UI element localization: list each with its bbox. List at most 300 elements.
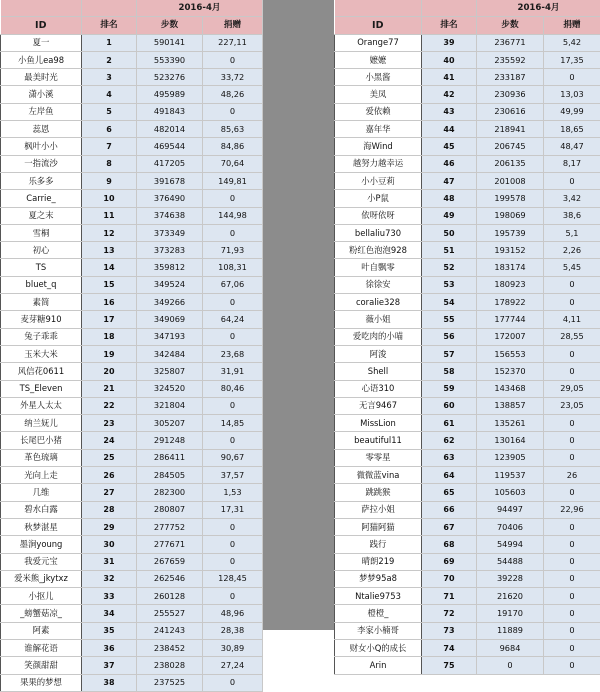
table-row <box>1 121 263 138</box>
cell-rank: 29 <box>82 518 137 535</box>
header-blank <box>422 0 477 17</box>
cell-rank: 16 <box>82 294 137 311</box>
cell-id: 蕊恩 <box>1 121 82 138</box>
cell-rank: 56 <box>422 328 477 345</box>
table-row <box>335 553 600 570</box>
cell-steps: 391678 <box>137 172 203 189</box>
cell-steps: 195739 <box>477 224 544 241</box>
cell-donate: 0 <box>203 224 263 241</box>
cell-rank: 28 <box>82 501 137 518</box>
table-row <box>1 345 263 362</box>
cell-rank: 12 <box>82 224 137 241</box>
cell-rank: 71 <box>422 588 477 605</box>
table-row <box>335 363 600 380</box>
cell-steps: 236771 <box>477 34 544 51</box>
cell-steps: 237525 <box>137 674 203 691</box>
cell-id: 粉红色泡泡928 <box>335 242 422 259</box>
cell-steps: 491843 <box>137 103 203 120</box>
cell-rank: 73 <box>422 622 477 639</box>
header-blank <box>82 0 137 17</box>
cell-steps: 349266 <box>137 294 203 311</box>
table-row <box>1 259 263 276</box>
cell-id: 跳跳猴 <box>335 484 422 501</box>
cell-donate: 0 <box>544 605 600 622</box>
cell-id: 心语310 <box>335 380 422 397</box>
cell-id: 徐徐安 <box>335 276 422 293</box>
cell-id: 小抠儿 <box>1 588 82 605</box>
table-row <box>1 69 263 86</box>
table-row <box>1 501 263 518</box>
cell-id: 革色琉璃 <box>1 449 82 466</box>
cell-id: 小P鼠 <box>335 190 422 207</box>
cell-rank: 4 <box>82 86 137 103</box>
cell-steps: 291248 <box>137 432 203 449</box>
cell-rank: 20 <box>82 363 137 380</box>
cell-donate: 0 <box>203 588 263 605</box>
cell-steps: 177744 <box>477 311 544 328</box>
cell-donate: 64,24 <box>203 311 263 328</box>
table-row <box>1 207 263 224</box>
cell-rank: 54 <box>422 294 477 311</box>
cell-id: 初心 <box>1 242 82 259</box>
header-rank: 排名 <box>82 17 137 34</box>
cell-donate: 0 <box>544 449 600 466</box>
table-row <box>1 657 263 674</box>
cell-donate: 5,1 <box>544 224 600 241</box>
cell-donate: 8,17 <box>544 155 600 172</box>
cell-donate: 17,31 <box>203 501 263 518</box>
table-row <box>335 224 600 241</box>
cell-steps: 105603 <box>477 484 544 501</box>
cell-steps: 342484 <box>137 345 203 362</box>
cell-rank: 17 <box>82 311 137 328</box>
cell-steps: 374638 <box>137 207 203 224</box>
table-row <box>1 294 263 311</box>
cell-id: 左岸鱼 <box>1 103 82 120</box>
table-row <box>335 259 600 276</box>
cell-donate: 38,6 <box>544 207 600 224</box>
cell-id: bluet_q <box>1 276 82 293</box>
cell-rank: 48 <box>422 190 477 207</box>
cell-donate: 0 <box>203 553 263 570</box>
cell-id: coralie328 <box>335 294 422 311</box>
table-row <box>1 518 263 535</box>
cell-donate: 0 <box>544 484 600 501</box>
cell-rank: 7 <box>82 138 137 155</box>
cell-id: 嬷嬷 <box>335 51 422 68</box>
cell-id: 小黑酱 <box>335 69 422 86</box>
cell-donate: 0 <box>544 639 600 656</box>
header-steps: 步数 <box>477 17 544 34</box>
table-row <box>335 242 600 259</box>
table-row <box>335 536 600 553</box>
table-row <box>335 69 600 86</box>
table-row <box>335 155 600 172</box>
cell-donate: 31,91 <box>203 363 263 380</box>
cell-rank: 49 <box>422 207 477 224</box>
table-row <box>1 553 263 570</box>
table-row <box>1 363 263 380</box>
cell-steps: 19170 <box>477 605 544 622</box>
cell-rank: 21 <box>82 380 137 397</box>
table-row <box>335 276 600 293</box>
cell-steps: 183174 <box>477 259 544 276</box>
cell-rank: 75 <box>422 657 477 674</box>
cell-id: 晴朗219 <box>335 553 422 570</box>
cell-rank: 8 <box>82 155 137 172</box>
cell-id: 萨拉小姐 <box>335 501 422 518</box>
cell-steps: 11889 <box>477 622 544 639</box>
cell-steps: 138857 <box>477 397 544 414</box>
table-row <box>1 467 263 484</box>
cell-rank: 59 <box>422 380 477 397</box>
table-row <box>335 622 600 639</box>
cell-steps: 305207 <box>137 415 203 432</box>
cell-steps: 180923 <box>477 276 544 293</box>
header-donate: 捐赠 <box>203 17 263 34</box>
cell-rank: 72 <box>422 605 477 622</box>
cell-steps: 230936 <box>477 86 544 103</box>
cell-rank: 65 <box>422 484 477 501</box>
cell-rank: 15 <box>82 276 137 293</box>
cell-donate: 0 <box>544 276 600 293</box>
table-row <box>1 588 263 605</box>
cell-id: MissLion <box>335 415 422 432</box>
cell-donate: 0 <box>544 536 600 553</box>
table-row <box>335 449 600 466</box>
cell-steps: 282300 <box>137 484 203 501</box>
cell-rank: 22 <box>82 397 137 414</box>
cell-donate: 0 <box>544 570 600 587</box>
table-row <box>1 484 263 501</box>
cell-steps: 143468 <box>477 380 544 397</box>
table-row <box>1 328 263 345</box>
cell-id: 爱吃肉的小喵 <box>335 328 422 345</box>
month-header: 2016-4月 <box>477 0 600 17</box>
cell-rank: 19 <box>82 345 137 362</box>
cell-steps: 198069 <box>477 207 544 224</box>
cell-rank: 24 <box>82 432 137 449</box>
panel-gutter <box>262 0 334 630</box>
cell-id: 李家小楠哥 <box>335 622 422 639</box>
cell-steps: 206135 <box>477 155 544 172</box>
cell-rank: 38 <box>82 674 137 691</box>
cell-steps: 284505 <box>137 467 203 484</box>
cell-id: 外星人太太 <box>1 397 82 414</box>
cell-donate: 0 <box>544 657 600 674</box>
cell-steps: 130164 <box>477 432 544 449</box>
table-row <box>1 432 263 449</box>
cell-donate: 84,86 <box>203 138 263 155</box>
cell-rank: 52 <box>422 259 477 276</box>
cell-steps: 230616 <box>477 103 544 120</box>
cell-id: 美凤 <box>335 86 422 103</box>
cell-steps: 373283 <box>137 242 203 259</box>
cell-id: Carrie_ <box>1 190 82 207</box>
table-row <box>335 657 600 674</box>
cell-id: _螃蟹菇凉_ <box>1 605 82 622</box>
cell-steps: 233187 <box>477 69 544 86</box>
cell-donate: 3,42 <box>544 190 600 207</box>
cell-donate: 0 <box>544 553 600 570</box>
cell-rank: 51 <box>422 242 477 259</box>
cell-rank: 3 <box>82 69 137 86</box>
cell-steps: 206745 <box>477 138 544 155</box>
cell-rank: 43 <box>422 103 477 120</box>
cell-id: 枫叶小小 <box>1 138 82 155</box>
cell-steps: 321804 <box>137 397 203 414</box>
cell-donate: 14,85 <box>203 415 263 432</box>
cell-id: 墨涧young <box>1 536 82 553</box>
cell-donate: 0 <box>203 190 263 207</box>
cell-rank: 62 <box>422 432 477 449</box>
cell-steps: 94497 <box>477 501 544 518</box>
table-row <box>335 294 600 311</box>
cell-steps: 359812 <box>137 259 203 276</box>
cell-rank: 34 <box>82 605 137 622</box>
cell-donate: 0 <box>544 415 600 432</box>
month-header: 2016-4月 <box>137 0 263 17</box>
table-row <box>1 570 263 587</box>
cell-id: 我爱元宝 <box>1 553 82 570</box>
ranking-table-right <box>334 0 600 675</box>
cell-steps: 324520 <box>137 380 203 397</box>
cell-steps: 495989 <box>137 86 203 103</box>
table-row <box>335 138 600 155</box>
cell-steps: 235592 <box>477 51 544 68</box>
cell-donate: 27,24 <box>203 657 263 674</box>
table-row <box>335 311 600 328</box>
cell-id: 小小豆莉 <box>335 172 422 189</box>
cell-steps: 267659 <box>137 553 203 570</box>
cell-donate: 0 <box>203 674 263 691</box>
cell-donate: 0 <box>203 103 263 120</box>
table-row <box>335 86 600 103</box>
cell-donate: 149,81 <box>203 172 263 189</box>
cell-rank: 37 <box>82 657 137 674</box>
cell-rank: 44 <box>422 121 477 138</box>
cell-steps: 70406 <box>477 518 544 535</box>
table-row <box>1 380 263 397</box>
table-row <box>335 484 600 501</box>
column-header-row <box>335 17 600 34</box>
table-row <box>1 605 263 622</box>
cell-donate: 23,05 <box>544 397 600 414</box>
cell-id: 光向上走 <box>1 467 82 484</box>
cell-steps: 193152 <box>477 242 544 259</box>
cell-donate: 30,89 <box>203 639 263 656</box>
cell-id: 最美时光 <box>1 69 82 86</box>
cell-donate: 28,55 <box>544 328 600 345</box>
cell-id: 兔子乖乖 <box>1 328 82 345</box>
header-donate: 捐赠 <box>544 17 600 34</box>
month-header-row <box>1 0 263 17</box>
cell-steps: 417205 <box>137 155 203 172</box>
table-row <box>335 432 600 449</box>
cell-rank: 47 <box>422 172 477 189</box>
cell-donate: 128,45 <box>203 570 263 587</box>
cell-id: Shell <box>335 363 422 380</box>
cell-donate: 71,93 <box>203 242 263 259</box>
cell-rank: 13 <box>82 242 137 259</box>
cell-id: 无言9467 <box>335 397 422 414</box>
cell-id: 阿素 <box>1 622 82 639</box>
cell-id: bellaliu730 <box>335 224 422 241</box>
cell-steps: 482014 <box>137 121 203 138</box>
cell-steps: 262546 <box>137 570 203 587</box>
cell-steps: 277671 <box>137 536 203 553</box>
cell-id: TS_Eleven <box>1 380 82 397</box>
cell-id: 阿猫阿猫 <box>335 518 422 535</box>
cell-steps: 199578 <box>477 190 544 207</box>
cell-donate: 13,03 <box>544 86 600 103</box>
table-row <box>335 190 600 207</box>
header-rank: 排名 <box>422 17 477 34</box>
cell-id: 零零星 <box>335 449 422 466</box>
table-row <box>1 155 263 172</box>
cell-donate: 0 <box>544 363 600 380</box>
cell-rank: 30 <box>82 536 137 553</box>
table-row <box>335 518 600 535</box>
cell-id: 碧水白露 <box>1 501 82 518</box>
cell-id: 潇小溪 <box>1 86 82 103</box>
cell-id: 素简 <box>1 294 82 311</box>
cell-donate: 0 <box>544 622 600 639</box>
table-row <box>335 345 600 362</box>
cell-rank: 36 <box>82 639 137 656</box>
cell-donate: 4,11 <box>544 311 600 328</box>
cell-steps: 553390 <box>137 51 203 68</box>
cell-id: 笑颜甜甜 <box>1 657 82 674</box>
ranking-table-left <box>0 0 262 692</box>
table-row <box>335 207 600 224</box>
table-row <box>335 51 600 68</box>
cell-donate: 17,35 <box>544 51 600 68</box>
cell-rank: 11 <box>82 207 137 224</box>
cell-id: 财女小Q的成长 <box>335 639 422 656</box>
cell-rank: 31 <box>82 553 137 570</box>
header-blank <box>335 0 422 17</box>
cell-donate: 144,98 <box>203 207 263 224</box>
cell-id: 长尾巴小猪 <box>1 432 82 449</box>
cell-id: Arin <box>335 657 422 674</box>
header-id: ID <box>335 17 422 34</box>
cell-steps: 119537 <box>477 467 544 484</box>
cell-donate: 0 <box>203 51 263 68</box>
cell-donate: 227,11 <box>203 34 263 51</box>
cell-donate: 80,46 <box>203 380 263 397</box>
cell-id: 践行 <box>335 536 422 553</box>
cell-steps: 172007 <box>477 328 544 345</box>
cell-rank: 10 <box>82 190 137 207</box>
cell-rank: 23 <box>82 415 137 432</box>
cell-steps: 21620 <box>477 588 544 605</box>
cell-rank: 70 <box>422 570 477 587</box>
cell-id: 橙橙_ <box>335 605 422 622</box>
table-row <box>1 449 263 466</box>
cell-rank: 33 <box>82 588 137 605</box>
month-header-row <box>335 0 600 17</box>
table-row <box>335 467 600 484</box>
cell-steps: 349524 <box>137 276 203 293</box>
cell-id: 海Wind <box>335 138 422 155</box>
cell-rank: 60 <box>422 397 477 414</box>
cell-rank: 63 <box>422 449 477 466</box>
cell-rank: 1 <box>82 34 137 51</box>
table-row <box>335 172 600 189</box>
cell-rank: 50 <box>422 224 477 241</box>
table-row <box>1 311 263 328</box>
cell-id: 爱米熊_jkytxz <box>1 570 82 587</box>
cell-steps: 373349 <box>137 224 203 241</box>
cell-steps: 238452 <box>137 639 203 656</box>
cell-donate: 0 <box>203 536 263 553</box>
cell-rank: 26 <box>82 467 137 484</box>
table-row <box>335 397 600 414</box>
cell-donate: 23,68 <box>203 345 263 362</box>
cell-donate: 48,96 <box>203 605 263 622</box>
cell-steps: 376490 <box>137 190 203 207</box>
cell-rank: 64 <box>422 467 477 484</box>
cell-donate: 33,72 <box>203 69 263 86</box>
cell-rank: 35 <box>82 622 137 639</box>
cell-rank: 25 <box>82 449 137 466</box>
cell-donate: 2,26 <box>544 242 600 259</box>
cell-donate: 22,96 <box>544 501 600 518</box>
cell-steps: 218941 <box>477 121 544 138</box>
cell-steps: 280807 <box>137 501 203 518</box>
cell-donate: 108,31 <box>203 259 263 276</box>
cell-rank: 45 <box>422 138 477 155</box>
cell-donate: 0 <box>544 345 600 362</box>
table-row <box>335 328 600 345</box>
table-row <box>335 121 600 138</box>
cell-donate: 0 <box>544 69 600 86</box>
cell-donate: 70,64 <box>203 155 263 172</box>
cell-id: beautiful11 <box>335 432 422 449</box>
cell-rank: 57 <box>422 345 477 362</box>
cell-donate: 5,42 <box>544 34 600 51</box>
table-row <box>1 172 263 189</box>
table-row <box>1 242 263 259</box>
cell-donate: 18,65 <box>544 121 600 138</box>
cell-rank: 42 <box>422 86 477 103</box>
cell-id: 一指流沙 <box>1 155 82 172</box>
cell-id: 雪桐 <box>1 224 82 241</box>
cell-donate: 26 <box>544 467 600 484</box>
cell-donate: 0 <box>544 432 600 449</box>
table-row <box>1 138 263 155</box>
table-row <box>335 415 600 432</box>
cell-rank: 55 <box>422 311 477 328</box>
cell-id: 小鱼儿ea98 <box>1 51 82 68</box>
column-header-row <box>1 17 263 34</box>
cell-id: TS <box>1 259 82 276</box>
cell-steps: 523276 <box>137 69 203 86</box>
cell-donate: 49,99 <box>544 103 600 120</box>
cell-donate: 0 <box>203 328 263 345</box>
table-row <box>335 605 600 622</box>
cell-donate: 0 <box>544 588 600 605</box>
cell-rank: 68 <box>422 536 477 553</box>
table-row <box>335 501 600 518</box>
cell-rank: 27 <box>82 484 137 501</box>
table-row <box>335 639 600 656</box>
header-id: ID <box>1 17 82 34</box>
cell-steps: 0 <box>477 657 544 674</box>
cell-steps: 39228 <box>477 570 544 587</box>
cell-donate: 67,06 <box>203 276 263 293</box>
